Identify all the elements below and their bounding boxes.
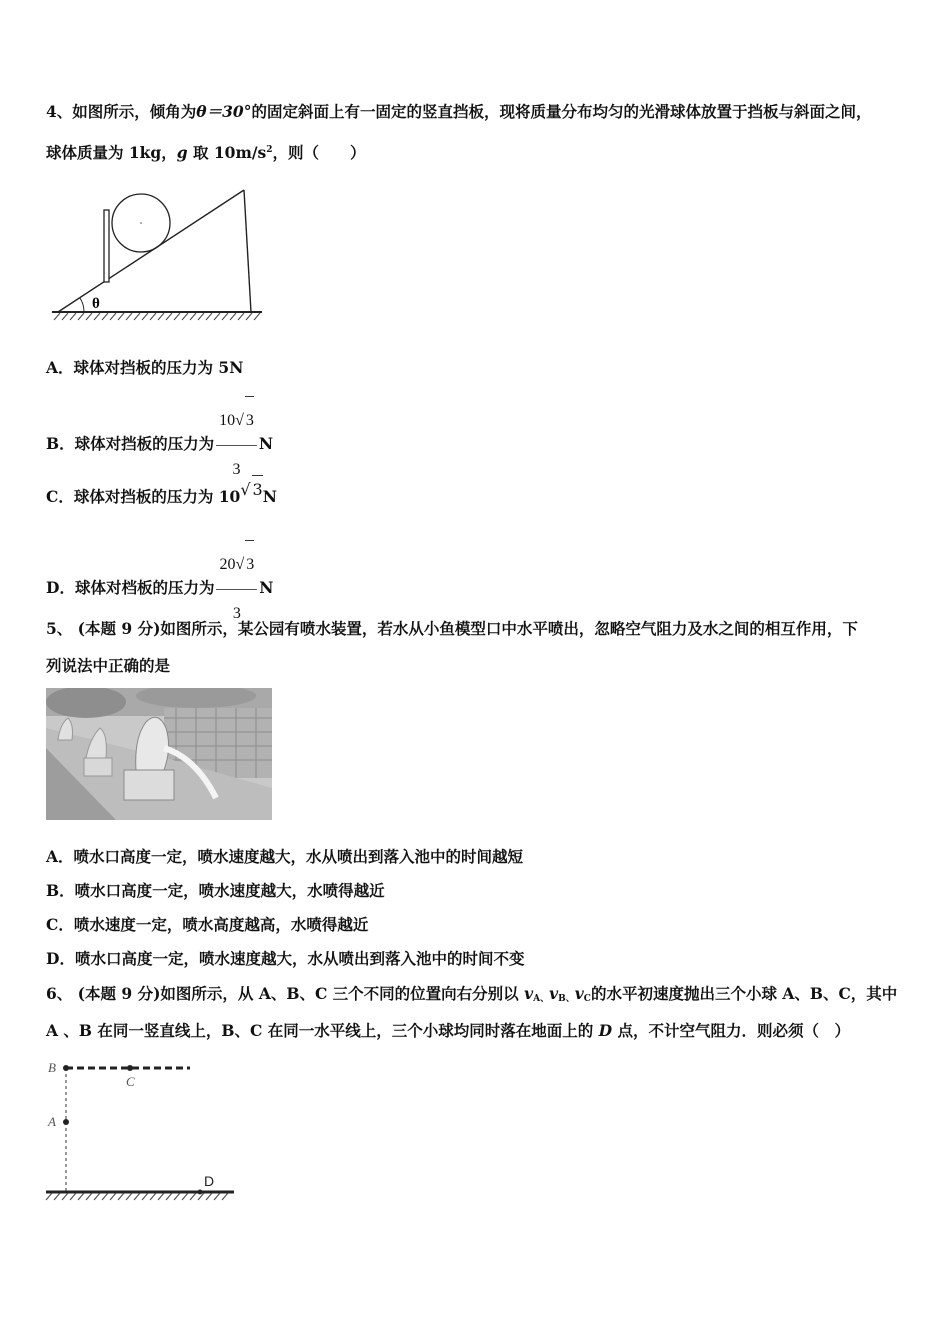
q6-point-B	[63, 1065, 69, 1071]
q4-angle-label: θ	[92, 296, 100, 312]
q5-option-a: A．喷水口高度一定，喷水速度越大，水从喷出到落入池中的时间越短	[46, 847, 524, 866]
q4-option-d-num-radicand: 3	[245, 540, 254, 589]
q4-option-c-radicand: 3	[252, 475, 263, 504]
q4-option-d-den: 3	[232, 605, 241, 622]
q4-line2	[46, 139, 366, 164]
q4-option-b	[46, 396, 273, 494]
q4-option-d-fraction: $\frac{20√ 3}{3}$	[216, 540, 257, 638]
q4-option-c-prefix: C．球体对挡板的压力为 10	[46, 487, 241, 506]
q4-incline-figure	[46, 170, 268, 322]
q4-option-b-unit: N	[258, 434, 274, 453]
q6-point-C	[127, 1065, 133, 1071]
q4-option-d-prefix: D．球体对档板的压力为	[46, 578, 215, 597]
q4-back-edge	[244, 190, 251, 312]
q6-label-B: B	[48, 1060, 56, 1075]
q4-angle-arc	[80, 298, 84, 312]
q4-line1-text-b: 的固定斜面上有一固定的竖直挡板，现将质量分布均匀的光滑球体放置于挡板与斜面之间，	[251, 102, 872, 121]
q5-line1: 5、 (本题 9 分)如图所示，某公园有喷水装置，若水从小鱼模型口中水平喷出，忽略空气阻力及水之间的相互作用，下	[46, 619, 858, 638]
q6-label-A: A	[48, 1114, 56, 1129]
q5-photo-pedestal	[124, 770, 174, 800]
q6-sep2: 、	[565, 994, 575, 1004]
q4-option-b-num-radicand: 3	[245, 396, 254, 445]
q6-line2-text-a: A 、B 在同一竖直线上，B、C 在同一水平线上，三个小球均同时落在地面上的	[46, 1021, 599, 1040]
q4-baffle	[104, 210, 109, 282]
q4-option-b-prefix: B．球体对挡板的压力为	[46, 434, 215, 453]
q4-option-d-unit: N	[259, 578, 274, 597]
q6-vB: v	[549, 984, 559, 1003]
q6-label-D: D	[204, 1173, 215, 1189]
q4-line2-sup: 2	[266, 145, 273, 155]
q6-D-italic: D	[598, 1021, 613, 1040]
q5-fountain-photo	[46, 688, 272, 820]
q4-g: g	[176, 143, 188, 163]
q6-line1	[46, 983, 897, 1010]
q4-ground-hatch	[54, 313, 260, 320]
q4-option-b-den: 3	[232, 461, 241, 478]
q4-line2-text-b: 取 10m/s	[187, 143, 267, 163]
q4-option-c: C．球体对挡板的压力为 10√ 3N	[46, 482, 277, 511]
q6-vC: v	[574, 984, 584, 1003]
q5-option-d: D．喷水口高度一定，喷水速度越大，水从喷出到落入池中的时间不变	[46, 949, 525, 968]
q6-line2-text-b: 点，不计空气阻力．则必须（ ）	[612, 1021, 851, 1040]
q4-ball-center	[140, 222, 142, 224]
q5-option-b: B．喷水口高度一定，喷水速度越大，水喷得越近	[46, 881, 385, 900]
q5-option-c: C．喷水速度一定，喷水高度越高，水喷得越近	[46, 915, 369, 934]
q4-option-b-num-coef: 10	[219, 412, 236, 429]
q4-line1	[46, 101, 871, 123]
q6-line1-text-a: 6、 (本题 9 分)如图所示，从 A、B、C 三个不同的位置向右分别以	[46, 984, 525, 1003]
q6-vB-sub: B	[558, 994, 566, 1004]
q4-option-c-unit: N	[262, 487, 277, 506]
q6-projectile-figure	[40, 1056, 240, 1206]
q5-line2: 列说法中正确的是	[46, 656, 171, 675]
q4-line1-text-a: 4、如图所示，倾角为	[46, 102, 197, 121]
q6-vC-sub: C	[583, 994, 591, 1004]
q6-line2	[46, 1020, 850, 1042]
q4-incline-line	[58, 190, 244, 312]
q6-point-A	[63, 1119, 69, 1125]
q6-point-D	[198, 1190, 203, 1195]
q6-line1-text-b: 的水平初速度抛出三个小球 A、B、C，其中	[590, 984, 898, 1003]
q4-theta-expr: θ＝30°	[196, 102, 252, 121]
q4-option-d-num-coef: 20	[219, 556, 236, 573]
q4-option-a: A．球体对挡板的压力为 5N	[46, 358, 244, 377]
q6-label-C: C	[126, 1074, 135, 1089]
q6-vA-sub: A	[533, 994, 541, 1004]
q4-line2-text-a: 球体质量为 1kg，	[46, 143, 177, 163]
q4-line2-text-c: ，则（ ）	[272, 143, 366, 163]
q6-vA: v	[524, 984, 534, 1003]
q4-option-b-fraction: $\frac{10√ 3}{3}$	[216, 396, 257, 494]
q6-sep1: 、	[540, 994, 550, 1004]
